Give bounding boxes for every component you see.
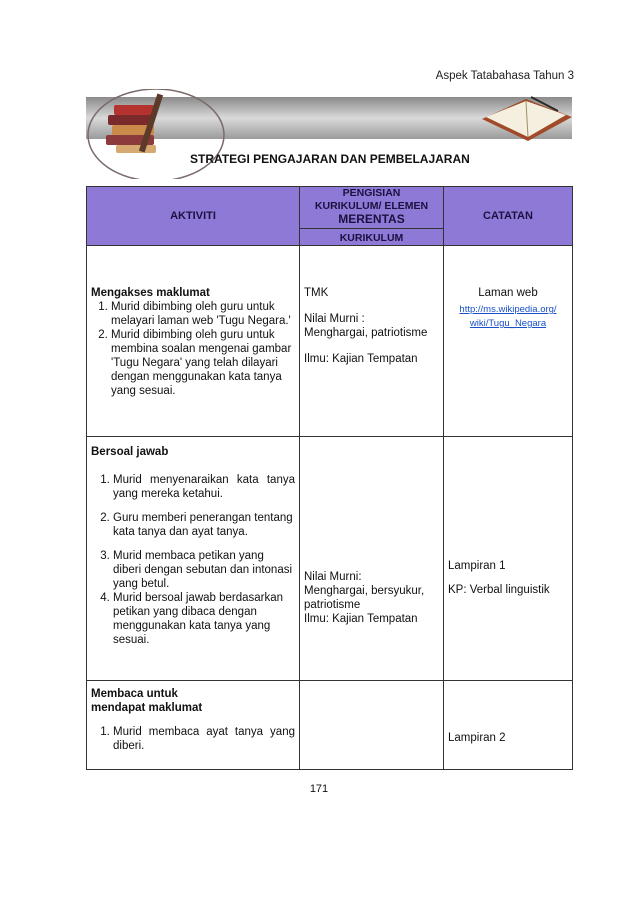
page-number: 171: [309, 783, 329, 795]
header-pengisian-line1: PENGISIAN: [342, 187, 401, 199]
row1-mid-line4: Ilmu: Kajian Tempatan: [304, 353, 418, 365]
row1-note-title: Laman web: [478, 287, 538, 299]
row2-note-cell: [444, 437, 573, 681]
row1-note-link[interactable]: [448, 303, 568, 331]
row1-heading: Mengakses maklumat: [91, 287, 210, 299]
row2-note2: KP: Verbal linguistik: [448, 584, 550, 596]
row2-item3: 3. Murid membaca petikan yang diberi dengan sebutan dan intonasi yang betul.: [113, 549, 295, 591]
table-row: [87, 246, 573, 437]
row1-note-cell: [444, 246, 573, 437]
table-header-row: [87, 187, 573, 246]
activity-table: [86, 186, 573, 770]
row1-activity-cell: [87, 246, 300, 437]
row1-mid-line2: Nilai Murni :: [304, 313, 365, 325]
page-title: STRATEGI PENGAJARAN DAN PEMBELAJARAN: [190, 152, 470, 166]
row2-note1: Lampiran 1: [448, 560, 506, 572]
table-row: [87, 681, 573, 770]
row1-mid-line1: TMK: [304, 287, 329, 299]
running-header: Aspek Tatabahasa Tahun 3: [435, 70, 574, 82]
row2-item1: 1. Murid menyenaraikan kata tanya yang mereka ketahui.: [113, 473, 295, 501]
header-pengisian: [300, 187, 444, 246]
row2-item2: 2. Guru memberi penerangan tentang kata tanya dan ayat tanya.: [113, 511, 295, 539]
row3-element-cell: [300, 681, 444, 770]
row1-note-link-line2[interactable]: wiki/Tugu_Negara: [469, 318, 547, 329]
header-pengisian-line3: MERENTAS: [338, 212, 405, 226]
row1-item2: 2. Murid dibimbing oleh guru untuk membina soalan mengenai gambar 'Tugu Negara' yang telah dilayari dengan menggunakan kata tanya yang sesuai.: [111, 328, 295, 398]
row3-heading-line1: Membaca untuk: [91, 688, 178, 700]
row1-mid-line3: Menghargai, patriotisme: [304, 327, 428, 339]
header-catatan: CATATAN: [444, 187, 573, 246]
table-row: [87, 437, 573, 681]
row2-element-cell: [300, 437, 444, 681]
row2-heading: Bersoal jawab: [91, 446, 169, 458]
row2-activity-cell: [87, 437, 300, 681]
row2-mid-line3: Ilmu: Kajian Tempatan: [304, 613, 418, 625]
row3-note1: Lampiran 2: [448, 732, 506, 744]
header-pengisian-line2: KURIKULUM/ ELEMEN: [314, 200, 429, 212]
row2-item4: 4. Murid bersoal jawab berdasarkan petikan yang dibaca dengan menggunakan kata tanya yang sesuai.: [113, 591, 295, 647]
row1-note-link-line1[interactable]: http://ms.wikipedia.org/: [459, 304, 557, 315]
row3-note-cell: [444, 681, 573, 770]
row3-item1: 1. Murid membaca ayat tanya yang diberi.: [113, 725, 295, 753]
row2-mid-line2: Menghargai, bersyukur, patriotisme: [304, 585, 425, 611]
header-pengisian-sub: KURIKULUM: [300, 228, 443, 245]
header-aktiviti: AKTIVITI: [87, 187, 300, 246]
row1-element-cell: [300, 246, 444, 437]
row1-item1: 1. Murid dibimbing oleh guru untuk melayari laman web 'Tugu Negara.': [111, 300, 295, 328]
row3-heading-line2: mendapat maklumat: [91, 702, 203, 714]
row3-activity-cell: [87, 681, 300, 770]
row2-mid-line1: Nilai Murni:: [304, 571, 362, 583]
